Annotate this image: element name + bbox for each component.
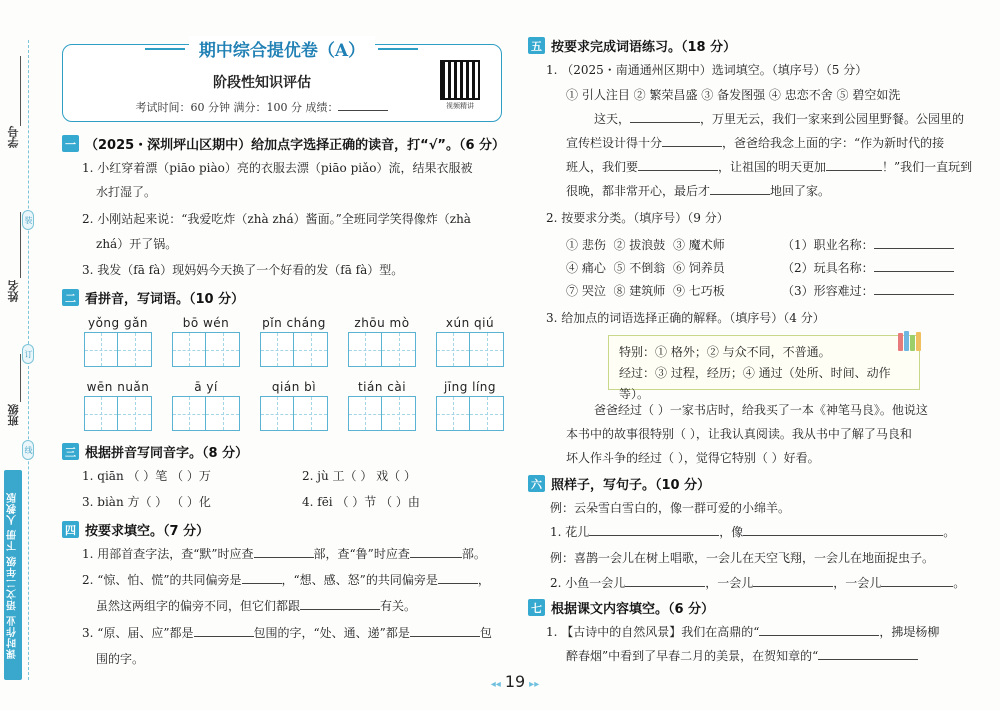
question-line — [566, 159, 972, 175]
page-subtitle: 阶段性知识评估 — [213, 75, 311, 91]
question-line: 3. 给加点的词语选择正确的解释。（填序号）（4 分） — [546, 311, 825, 325]
section-title: 根据课文内容填空。（6 分） — [551, 602, 715, 617]
next-arrows-icon: ▸▸ — [529, 679, 540, 690]
student-id-label: 学号 — [7, 126, 20, 148]
pinyin-word — [348, 380, 416, 431]
pinyin-word — [260, 380, 328, 431]
question-line — [594, 111, 964, 127]
category-line — [782, 260, 954, 276]
pinyin-row-2 — [84, 380, 504, 431]
question-line: 水打湿了。 — [96, 185, 157, 199]
answer-blank[interactable] — [874, 260, 954, 272]
text: 。 — [953, 576, 966, 590]
section-4-heading — [62, 520, 209, 539]
question-line — [550, 524, 955, 540]
category-line — [782, 237, 954, 253]
page-footer — [470, 672, 560, 691]
text: ，万里无云，我们一家来到公园里野餐。公园里的 — [700, 112, 965, 126]
text: ，像 — [719, 525, 744, 539]
item: ② 拔浪鼓 — [613, 238, 666, 252]
title-wrap — [62, 36, 502, 61]
question-line: 2. 小刚站起来说：“我爱吃炸（zhà zhá）酱面。”全班同学笑得像炸（zhà — [82, 212, 471, 226]
question-line: 坏人作斗争的经过（ ），觉得它特别（ ）好看。 — [566, 451, 820, 465]
class-label: 班级 — [7, 404, 20, 426]
text: ，拂堤杨柳 — [879, 625, 940, 639]
answer-blank[interactable] — [300, 598, 380, 610]
question-line: 1. qiān （ ）笔 （ ）万 — [82, 469, 211, 483]
writing-grid[interactable] — [436, 396, 504, 431]
answer-blank[interactable] — [874, 283, 954, 295]
pinyin-word — [348, 316, 416, 367]
section-title: （2025・深圳坪山区期中）给加点字选择正确的读音，打“√”。（6 分） — [85, 138, 506, 153]
student-id-field[interactable] — [20, 56, 21, 126]
section-number: 六 — [528, 475, 545, 492]
books-icon — [898, 331, 922, 351]
answer-blank[interactable] — [410, 546, 462, 558]
text: ，“想、感、怒”的共同偏旁是 — [281, 573, 438, 587]
question-line — [566, 135, 944, 151]
writing-grid[interactable] — [260, 396, 328, 431]
item-row — [566, 283, 725, 299]
text: 部。 — [461, 547, 486, 561]
section-title: 按要求完成词语练习。（18 分） — [551, 40, 737, 55]
pinyin-text: wēn nuǎn — [86, 380, 150, 394]
text: 3. “原、届、应”都是 — [82, 626, 194, 640]
text: 1. 【古诗中的自然风景】我们在高鼎的“ — [546, 625, 760, 639]
writing-grid[interactable] — [348, 396, 416, 431]
answer-blank[interactable] — [662, 135, 722, 147]
qr-code-icon[interactable] — [440, 60, 480, 100]
pinyin-word — [84, 316, 152, 367]
item: ⑤ 不倒翁 — [613, 261, 666, 275]
text: 虽然这两组字的偏旁不同，但它们都跟 — [96, 599, 301, 613]
answer-blank[interactable] — [254, 546, 314, 558]
question-line: zhá）开了锅。 — [96, 237, 178, 251]
question-line: 2. 按要求分类。（填序号）（9 分） — [546, 211, 729, 225]
item: ⑥ 饲养员 — [672, 261, 725, 275]
text: 包围的字，“处、通、递”都是 — [253, 626, 410, 640]
pinyin-text: bō wén — [182, 316, 230, 330]
spine-label: 课时作业 语文二年级 下册 人教版 — [4, 470, 22, 680]
section-title: 照样子，写句子。（10 分） — [551, 478, 711, 493]
question-line — [566, 183, 830, 199]
section-7-heading — [528, 598, 714, 617]
section-number: 五 — [528, 37, 545, 54]
text: ！”我们一直玩到 — [882, 160, 973, 174]
answer-blank[interactable] — [638, 159, 718, 171]
text: 地回了家。 — [770, 184, 831, 198]
writing-grid[interactable] — [84, 332, 152, 367]
item: ③ 魔术师 — [672, 238, 725, 252]
text: 有关。 — [380, 599, 417, 613]
section-1-heading — [62, 134, 505, 153]
writing-grid[interactable] — [84, 396, 152, 431]
section-number: 一 — [62, 135, 79, 152]
definition-box — [608, 335, 920, 401]
item: ⑦ 哭泣 — [566, 284, 606, 298]
question-line: 1. 小红穿着漂（piāo piào）亮的衣服去漂（piāo piǎo）流，结果衣服被 — [82, 161, 473, 175]
answer-blank[interactable] — [242, 572, 282, 584]
question-line: 1. （2025・南通通州区期中）选词填空。（填序号）（5 分） — [546, 63, 868, 77]
pinyin-word — [84, 380, 152, 431]
answer-blank[interactable] — [753, 575, 833, 587]
writing-grid[interactable] — [348, 332, 416, 367]
name-label: 姓名 — [7, 280, 20, 302]
answer-blank[interactable] — [826, 159, 882, 171]
answer-blank[interactable] — [630, 111, 700, 123]
pinyin-text: pǐn cháng — [262, 316, 326, 330]
definition-line: 经过：③ 过程，经历；④ 通过（处所、时间、动作等）。 — [619, 366, 891, 401]
section-title: 看拼音，写词语。（10 分） — [85, 292, 245, 307]
item: ⑨ 七巧板 — [672, 284, 725, 298]
answer-blank[interactable] — [759, 624, 879, 636]
question-line — [96, 598, 416, 614]
pinyin-word — [436, 380, 504, 431]
question-line: 本书中的故事很特别（ ），让我认真阅读。我从书中了解了马良和 — [566, 427, 912, 441]
section-3-heading — [62, 442, 248, 461]
definition-line: 特别：① 格外；② 与众不同，不普通。 — [619, 345, 831, 359]
pinyin-text: qián bì — [271, 380, 317, 394]
class-field[interactable] — [20, 354, 21, 402]
pinyin-word — [172, 380, 240, 431]
question-line — [82, 625, 492, 641]
pinyin-text: tián cài — [357, 380, 407, 394]
answer-blank[interactable] — [710, 183, 770, 195]
section-number: 二 — [62, 289, 79, 306]
section-2-heading — [62, 288, 244, 307]
writing-grid[interactable] — [172, 396, 240, 431]
binding-mark: 装 — [22, 210, 34, 230]
word-options: ① 引人注目 ② 繁荣昌盛 ③ 备发图强 ④ 忠恋不舍 ⑤ 碧空如洗 — [566, 88, 901, 102]
answer-blank[interactable] — [589, 524, 719, 536]
section-number: 七 — [528, 599, 545, 616]
text: 这天， — [594, 112, 631, 126]
score-blank[interactable] — [338, 99, 388, 111]
answer-blank[interactable] — [410, 625, 480, 637]
text: （1）职业名称： — [782, 238, 874, 252]
answer-blank[interactable] — [625, 575, 705, 587]
text: 。 — [943, 525, 956, 539]
question-line — [82, 546, 486, 562]
text: 部，查“鲁”时应查 — [313, 547, 410, 561]
text: （3）形容难过： — [782, 284, 874, 298]
section-number: 四 — [62, 521, 79, 538]
writing-grid[interactable] — [172, 332, 240, 367]
writing-grid[interactable] — [436, 332, 504, 367]
pinyin-text: yǒng gǎn — [87, 316, 149, 330]
item-row — [566, 237, 725, 253]
answer-blank[interactable] — [818, 648, 918, 660]
section-5-heading — [528, 36, 736, 55]
text: 2. “惊、怕、慌”的共同偏旁是 — [82, 573, 242, 587]
pinyin-text: ā yí — [194, 380, 218, 394]
answer-blank[interactable] — [743, 524, 943, 536]
binding-strip — [0, 0, 56, 710]
prev-arrows-icon: ◂◂ — [490, 679, 501, 690]
question-line: 4. fēi （ ）节 （ ）由 — [302, 495, 420, 509]
text: 醉春烟”中看到了早春二月的美景，在贺知章的“ — [566, 649, 819, 663]
question-line — [82, 572, 490, 588]
name-field[interactable] — [20, 212, 21, 278]
text: ， — [477, 573, 490, 587]
item: ⑧ 建筑师 — [613, 284, 666, 298]
pinyin-row-1 — [84, 316, 504, 367]
text: 很晚，都非常开心，最后才 — [566, 184, 711, 198]
answer-blank[interactable] — [438, 572, 478, 584]
text: （2）玩具名称： — [782, 261, 874, 275]
question-line: 爸爸经过（ ）一家书店时，给我买了一本《神笔马良》。他说这 — [594, 403, 928, 417]
example-line: 例：喜鹊一会儿在树上唱歌，一会儿在天空飞翔，一会儿在地面捉虫子。 — [550, 551, 935, 565]
binding-mark: 线 — [22, 440, 34, 460]
section-title: 按要求填空。（7 分） — [85, 524, 210, 539]
item: ① 悲伤 — [566, 238, 606, 252]
text: 2. 小鱼一会儿 — [550, 576, 626, 590]
binding-mark: 订 — [22, 344, 34, 364]
example-line: 例：云朵雪白雪白的，像一群可爱的小绵羊。 — [550, 501, 791, 515]
pinyin-word — [436, 316, 504, 367]
item: ④ 痛心 — [566, 261, 606, 275]
section-6-heading — [528, 474, 710, 493]
text: 1. 花儿 — [550, 525, 590, 539]
category-line — [782, 283, 954, 299]
writing-grid[interactable] — [260, 332, 328, 367]
text: 包 — [479, 626, 492, 640]
text: ，让祖国的明天更加 — [718, 160, 827, 174]
pinyin-text: zhōu mò — [354, 316, 410, 330]
pinyin-word — [172, 316, 240, 367]
qr-label: 视频精讲 — [446, 102, 474, 110]
exam-info-text: 考试时间：60 分钟 满分：100 分 成绩： — [135, 101, 339, 114]
text: ，一会儿 — [705, 576, 754, 590]
pinyin-text: jīng líng — [443, 380, 497, 394]
page-title: 期中综合提优卷（A） — [189, 36, 375, 61]
pinyin-text: xún qiú — [445, 316, 495, 330]
answer-blank[interactable] — [874, 237, 954, 249]
text: 班人，我们要 — [566, 160, 639, 174]
pinyin-word — [260, 316, 328, 367]
question-line — [546, 624, 939, 640]
question-line — [550, 575, 965, 591]
text: ，爸爸给我念上面的字：“作为新时代的接 — [722, 136, 945, 150]
item-row — [566, 260, 725, 276]
page-number: 19 — [504, 672, 526, 691]
question-line: 围的字。 — [96, 652, 145, 666]
question-line — [566, 648, 918, 664]
answer-blank[interactable] — [194, 625, 254, 637]
question-line: 2. jù 工（ ） 戏（ ） — [302, 469, 416, 483]
section-title: 根据拼音写同音字。（8 分） — [85, 446, 249, 461]
section-number: 三 — [62, 443, 79, 460]
question-line: 3. biàn 方（ ） （ ）化 — [82, 495, 211, 509]
question-line: 3. 我发（fā fà）现妈妈今天换了一个好看的发（fā fà）型。 — [82, 263, 404, 277]
text: ，一会儿 — [833, 576, 882, 590]
answer-blank[interactable] — [881, 575, 953, 587]
text: 宣传栏设计得十分 — [566, 136, 663, 150]
text: 1. 用部首查字法，查“默”时应查 — [82, 547, 254, 561]
